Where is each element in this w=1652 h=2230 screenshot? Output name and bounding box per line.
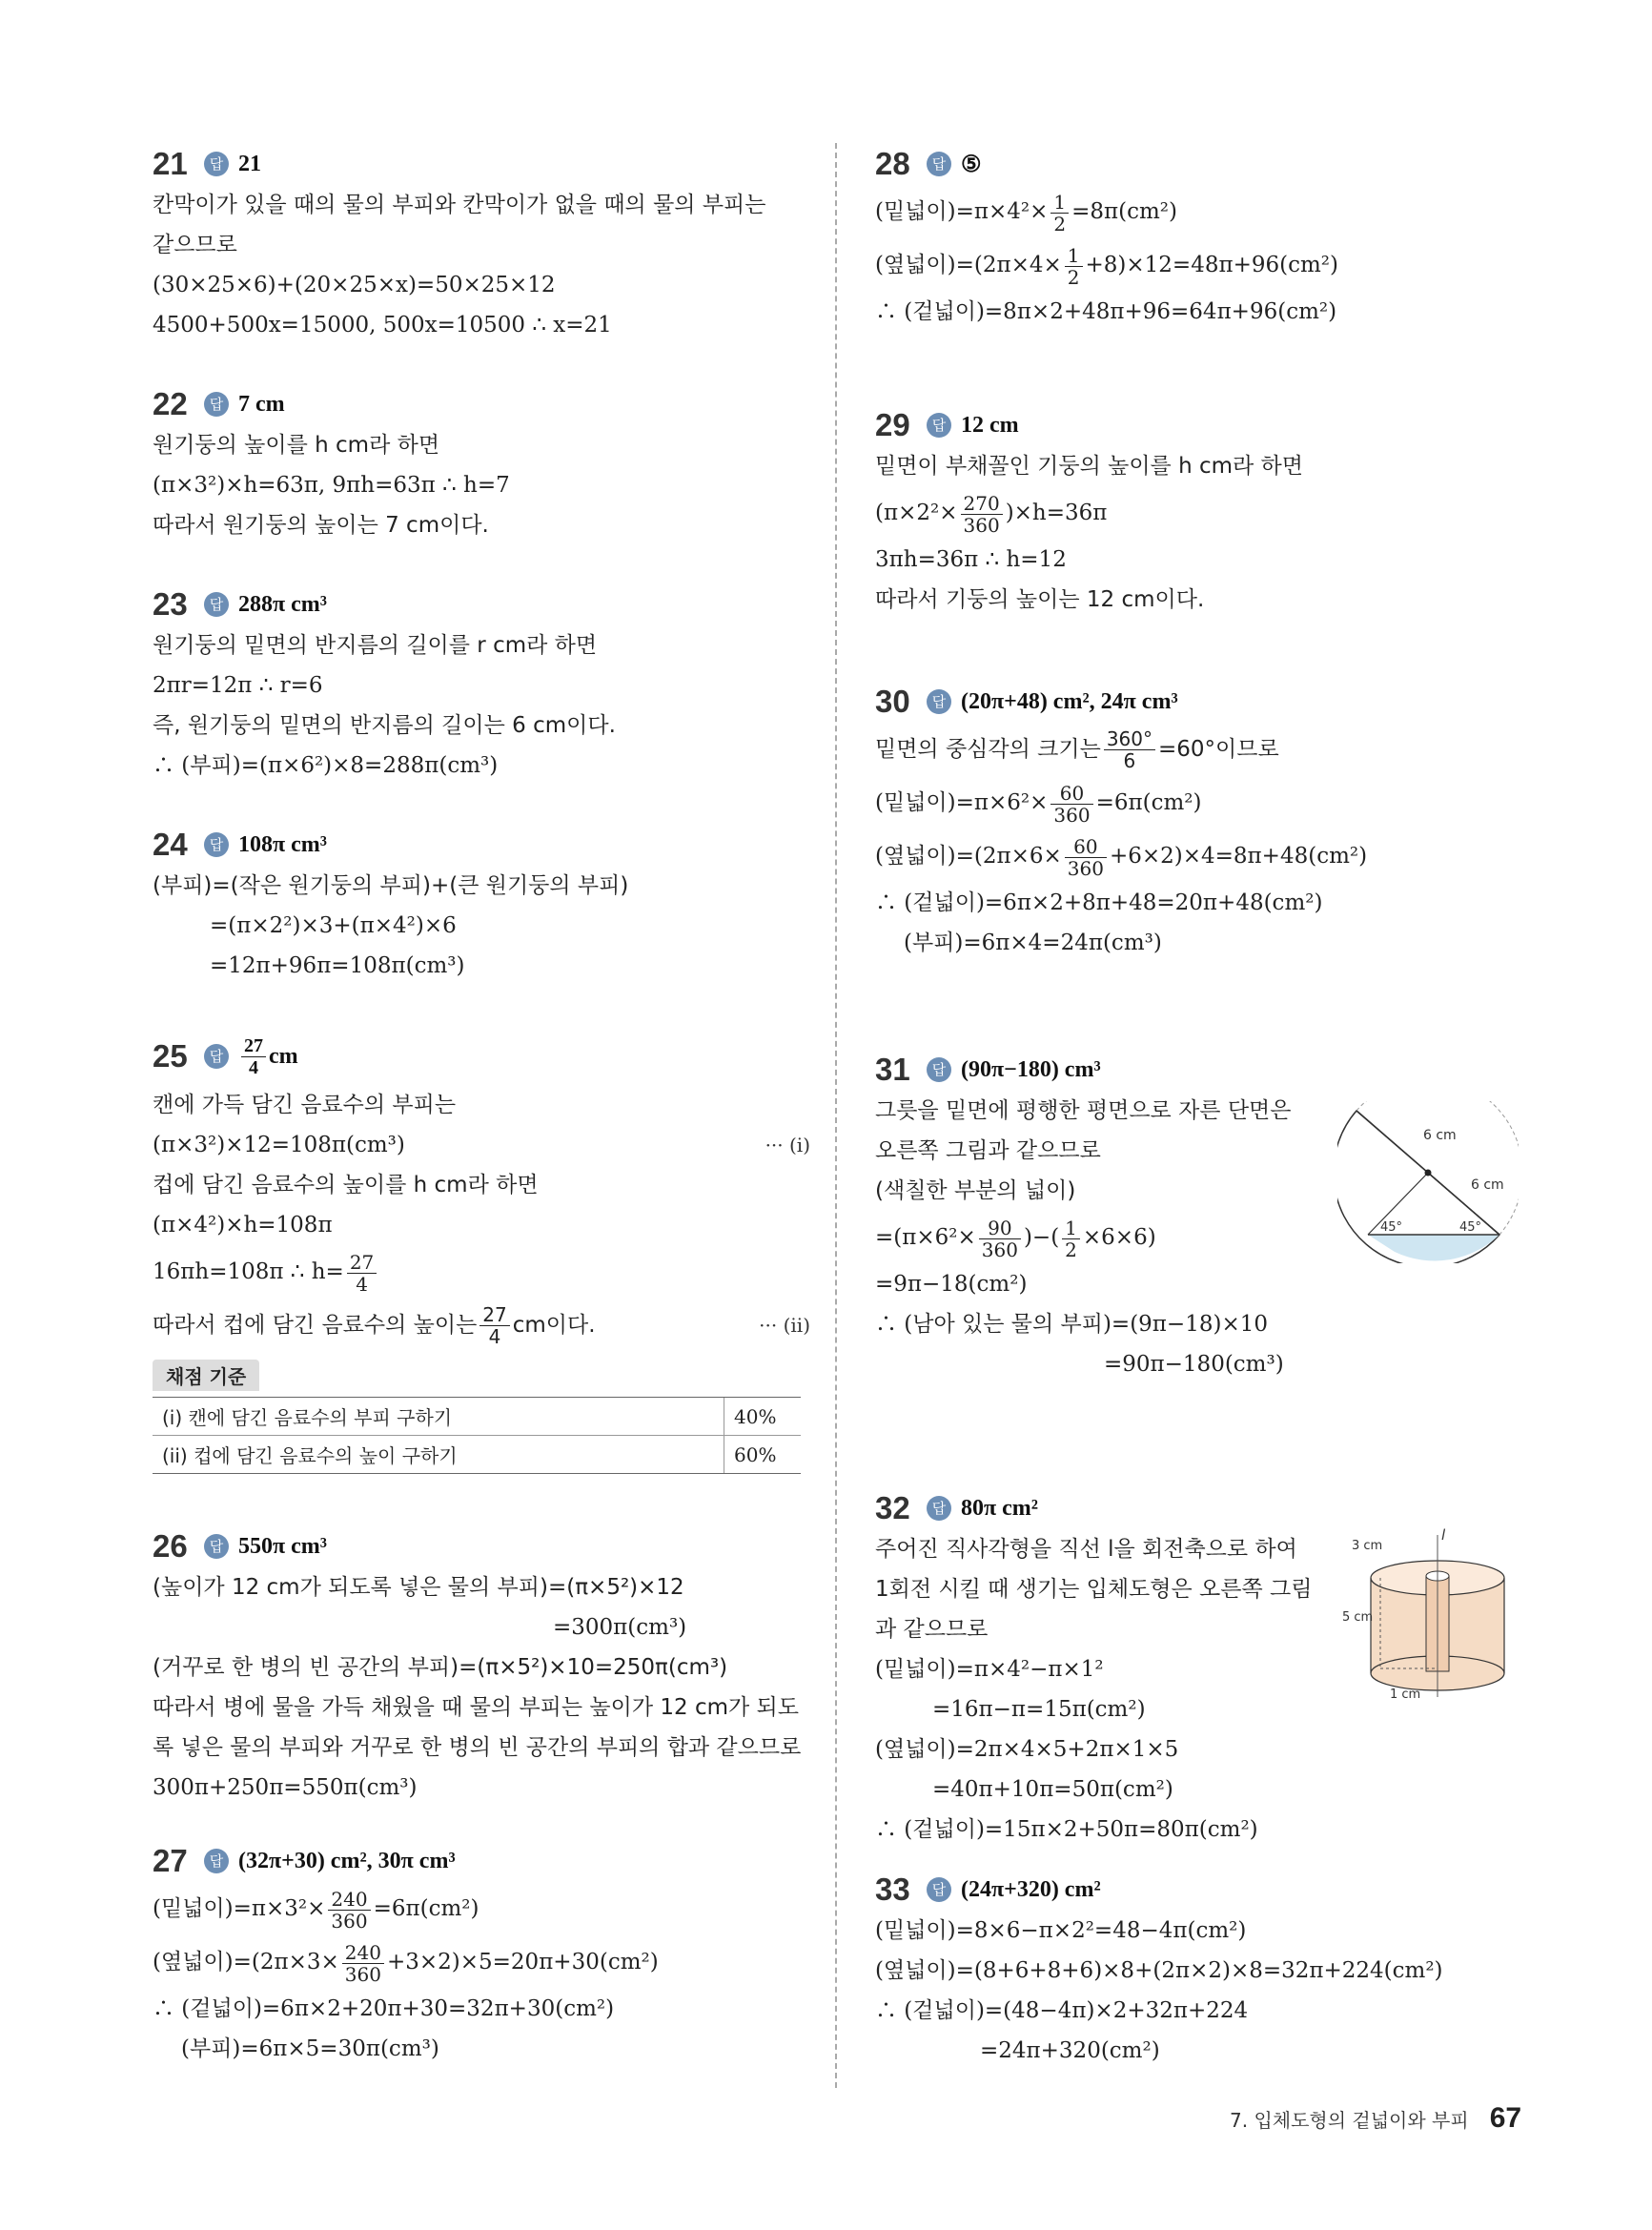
text: 따라서 컵에 담긴 음료수의 높이는 xyxy=(153,1313,478,1338)
angle-label: 45° xyxy=(1380,1220,1403,1235)
grading-criteria xyxy=(153,1360,810,1474)
answer-badge: 답 xyxy=(204,1849,229,1873)
numerator: 1 xyxy=(1050,192,1069,214)
solution-line xyxy=(875,829,1533,883)
numerator: 27 xyxy=(347,1252,377,1274)
equation: (밑넓이)=π×4²× xyxy=(875,199,1049,224)
solution-line: ∴ (부피)=(π×6²)×8=288π(cm³) xyxy=(153,753,499,778)
equation: )−( xyxy=(1023,1225,1060,1250)
denominator: 4 xyxy=(249,1056,258,1078)
solution-line: 따라서 원기둥의 높이는 7 cm이다. xyxy=(153,513,489,538)
solution-line: ∴ (겉넓이)=8π×2+48π+96=64π+96(cm²) xyxy=(875,299,1337,324)
dimension-label: 5 cm xyxy=(1342,1610,1374,1625)
page-number: 67 xyxy=(1489,2102,1522,2134)
problem-number: 31 xyxy=(875,1052,910,1087)
fraction xyxy=(1065,836,1107,879)
equation: (옆넓이)=(2π×3× xyxy=(153,1950,339,1974)
answer: (90π−180) cm³ xyxy=(961,1056,1101,1082)
numerator: 240 xyxy=(342,1942,384,1964)
fraction xyxy=(1104,728,1155,771)
problem-24 xyxy=(153,824,810,986)
solution-line: (30×25×6)+(20×25×x)=50×25×12 xyxy=(153,273,556,297)
answer-badge: 답 xyxy=(204,392,229,417)
fraction xyxy=(328,1889,370,1932)
text: 밑면의 중심각의 크기는 xyxy=(875,737,1101,762)
denominator: 360 xyxy=(1053,803,1091,827)
solution-line: ∴ (겉넓이)=6π×2+20π+30=32π+30(cm²) xyxy=(153,1996,615,2021)
problem-number: 27 xyxy=(153,1843,188,1878)
page-footer xyxy=(1230,2102,1521,2135)
semicircle-figure xyxy=(1337,1101,1519,1263)
answer-badge: 답 xyxy=(927,152,951,176)
fraction xyxy=(979,1217,1021,1260)
fraction xyxy=(961,493,1003,536)
denominator: 360 xyxy=(1067,856,1104,880)
equation: =8π(cm²) xyxy=(1071,199,1178,224)
answer: (24π+320) cm² xyxy=(961,1876,1101,1902)
solution-line: 1회전 시킬 때 생기는 입체도형은 오른쪽 그림 xyxy=(875,1577,1313,1602)
table-row xyxy=(153,1398,801,1436)
equation: (밑넓이)=π×3²× xyxy=(153,1896,326,1921)
solution-line: 컵에 담긴 음료수의 높이를 h cm라 하면 xyxy=(153,1173,539,1197)
answer: ⑤ xyxy=(961,152,982,177)
problem-25 xyxy=(153,1028,810,1474)
denominator: 6 xyxy=(1123,749,1136,772)
solution-line: 오른쪽 그림과 같으므로 xyxy=(875,1138,1101,1163)
answer: 550π cm³ xyxy=(238,1533,327,1559)
equation: =6π(cm²) xyxy=(1095,790,1202,815)
solution-line: (부피)=(작은 원기둥의 부피)+(큰 원기둥의 부피) xyxy=(153,873,629,898)
denominator: 2 xyxy=(1067,265,1080,289)
solution-line: 같으므로 xyxy=(153,233,237,257)
axis-label: l xyxy=(1441,1526,1446,1544)
solution-line: (π×3²)×h=63π, 9πh=63π ∴ h=7 xyxy=(153,473,510,498)
problem-32 xyxy=(875,1487,1533,1850)
solution-line xyxy=(153,1245,810,1299)
problem-number: 33 xyxy=(875,1872,910,1907)
numerator: 360° xyxy=(1104,728,1155,750)
problem-number: 29 xyxy=(875,407,910,442)
solution-line: (옆넓이)=(8+6+8+6)×8+(2π×2)×8=32π+224(cm²) xyxy=(875,1958,1443,1983)
denominator: 360 xyxy=(331,1909,368,1933)
solution-line: 300π+250π=550π(cm³) xyxy=(153,1775,418,1800)
solution-line: =9π−18(cm²) xyxy=(875,1272,1028,1297)
solution-line: 록 넣은 물의 부피와 거꾸로 한 병의 빈 공간의 부피의 합과 같으므로 xyxy=(153,1735,802,1760)
answer: 12 cm xyxy=(961,412,1019,438)
fraction xyxy=(1062,1217,1080,1260)
solution-line xyxy=(875,238,1533,292)
problem-29 xyxy=(875,404,1533,620)
dimension-label: 3 cm xyxy=(1352,1539,1383,1553)
numerator: 270 xyxy=(961,493,1003,515)
solution-line: (밑넓이)=8×6−π×2²=48−4π(cm²) xyxy=(875,1918,1247,1943)
answer-unit: cm xyxy=(269,1043,298,1069)
solution-line: 주어진 직사각형을 직선 l을 회전축으로 하여 xyxy=(875,1537,1297,1562)
problem-number: 23 xyxy=(153,586,188,622)
solution-line xyxy=(153,1882,810,1935)
text: =60°이므로 xyxy=(1158,737,1279,762)
answer-badge: 답 xyxy=(204,1044,229,1069)
problem-23 xyxy=(153,583,810,786)
fraction xyxy=(342,1942,384,1985)
answer-fraction xyxy=(241,1035,266,1078)
solution-line xyxy=(875,185,1533,238)
solution-line: (π×4²)×h=108π xyxy=(153,1213,333,1238)
denominator: 360 xyxy=(344,1962,381,1986)
criteria-title: 채점 기준 xyxy=(153,1360,259,1391)
equation: )×h=36π xyxy=(1005,501,1108,525)
solution-line: 밑면이 부채꼴인 기둥의 높이를 h cm라 하면 xyxy=(875,454,1303,479)
solution-line: (부피)=6π×4=24π(cm³) xyxy=(904,931,1162,955)
numerator: 60 xyxy=(1050,783,1092,805)
answer: 108π cm³ xyxy=(238,831,327,857)
numerator: 27 xyxy=(241,1035,266,1057)
solution-line: 원기둥의 높이를 h cm라 하면 xyxy=(153,433,440,458)
column-divider xyxy=(835,143,837,2088)
problem-number: 30 xyxy=(875,684,910,719)
fraction xyxy=(1050,783,1092,826)
solution-line xyxy=(153,1299,810,1352)
solution-line: 칸막이가 있을 때의 물의 부피와 칸막이가 없을 때의 물의 부피는 xyxy=(153,193,766,217)
criteria-text: (i) 캔에 담긴 음료수의 부피 구하기 xyxy=(153,1398,724,1436)
answer-badge: 답 xyxy=(927,689,951,714)
solution-line: 캔에 가득 담긴 음료수의 부피는 xyxy=(153,1093,457,1117)
equation: ×6×6) xyxy=(1082,1225,1156,1250)
solution-line: ∴ (겉넓이)=6π×2+8π+48=20π+48(cm²) xyxy=(875,890,1323,915)
solution-line: 따라서 병에 물을 가득 채웠을 때 물의 부피는 높이가 12 cm가 되도 xyxy=(153,1695,799,1720)
solution-line: =12π+96π=108π(cm³) xyxy=(210,953,465,978)
solution-line: (밑넓이)=π×4²−π×1² xyxy=(875,1657,1104,1682)
step-marker: ··· (ii) xyxy=(759,1314,810,1337)
solution-line xyxy=(153,1935,810,1989)
equation: (옆넓이)=(2π×6× xyxy=(875,844,1062,869)
denominator: 2 xyxy=(1053,212,1067,235)
problem-22 xyxy=(153,383,810,545)
criteria-table xyxy=(153,1397,801,1474)
equation: +8)×12=48π+96(cm²) xyxy=(1085,253,1338,277)
step-marker: ··· (i) xyxy=(765,1134,810,1156)
fraction xyxy=(1050,192,1069,235)
chapter-title: 7. 입체도형의 겉넓이와 부피 xyxy=(1230,2109,1469,2132)
fraction xyxy=(479,1304,509,1347)
equation: (π×2²× xyxy=(875,501,958,525)
problem-28 xyxy=(875,143,1533,332)
answer-badge: 답 xyxy=(204,592,229,617)
answer: 7 cm xyxy=(238,391,285,417)
answer-badge: 답 xyxy=(927,1496,951,1521)
solution-line: 4500+500x=15000, 500x=10500 ∴ x=21 xyxy=(153,313,612,338)
fraction xyxy=(347,1252,377,1295)
criteria-percent: 60% xyxy=(724,1436,802,1474)
numerator: 240 xyxy=(328,1889,370,1911)
solution-line: (옆넓이)=2π×4×5+2π×1×5 xyxy=(875,1737,1179,1762)
problem-number: 32 xyxy=(875,1490,910,1525)
solution-line: 그릇을 밑면에 평행한 평면으로 자른 단면은 xyxy=(875,1098,1292,1123)
problem-30 xyxy=(875,681,1533,963)
solution-line: (부피)=6π×5=30π(cm³) xyxy=(181,2036,439,2061)
solution-line: =40π+10π=50π(cm²) xyxy=(932,1777,1173,1802)
problem-27 xyxy=(153,1840,810,2069)
fraction xyxy=(1065,245,1083,288)
answer-badge: 답 xyxy=(927,1877,951,1902)
center-point xyxy=(1425,1170,1432,1176)
equation: (π×3²)×12=108π(cm³) xyxy=(153,1133,405,1157)
answer: 80π cm² xyxy=(961,1495,1038,1521)
solution-line: (거꾸로 한 병의 빈 공간의 부피)=(π×5²)×10=250π(cm³) xyxy=(153,1655,728,1680)
answer: (32π+30) cm², 30π cm³ xyxy=(238,1848,456,1873)
equation: +6×2)×4=8π+48(cm²) xyxy=(1109,844,1368,869)
dimension-label: 1 cm xyxy=(1390,1688,1421,1702)
denominator: 4 xyxy=(488,1325,501,1348)
radius-label: 6 cm xyxy=(1471,1177,1504,1193)
problem-number: 24 xyxy=(153,827,188,862)
answer: 288π cm³ xyxy=(238,591,327,617)
answer-badge: 답 xyxy=(927,413,951,438)
answer-badge: 답 xyxy=(204,832,229,857)
equation: =6π(cm²) xyxy=(373,1896,479,1921)
problem-number: 22 xyxy=(153,386,188,421)
numerator: 90 xyxy=(979,1217,1021,1239)
equation: 16πh=108π ∴ h= xyxy=(153,1259,344,1284)
solution-line: 따라서 기둥의 높이는 12 cm이다. xyxy=(875,587,1205,612)
solution-line: 과 같으므로 xyxy=(875,1617,989,1642)
numerator: 27 xyxy=(479,1304,509,1326)
angle-label: 45° xyxy=(1459,1220,1482,1235)
solution-line: 원기둥의 밑면의 반지름의 길이를 r cm라 하면 xyxy=(153,633,598,658)
solution-line: ∴ (겉넓이)=(48−4π)×2+32π+224 xyxy=(875,1998,1249,2023)
problem-21 xyxy=(153,143,810,345)
cylinder-figure xyxy=(1342,1521,1533,1702)
denominator: 360 xyxy=(963,513,1000,537)
problem-26 xyxy=(153,1525,810,1808)
answer-badge: 답 xyxy=(204,1534,229,1559)
solution-line xyxy=(875,486,1533,540)
answer: (20π+48) cm², 24π cm³ xyxy=(961,688,1178,714)
denominator: 360 xyxy=(981,1238,1018,1261)
solution-line: =16π−π=15π(cm²) xyxy=(932,1697,1146,1722)
problem-number: 21 xyxy=(153,146,188,181)
solution-line xyxy=(875,776,1533,829)
solution-line: =300π(cm³) xyxy=(553,1615,687,1640)
solution-line xyxy=(875,723,1533,776)
solution-line: 3πh=36π ∴ h=12 xyxy=(875,547,1067,572)
solution-line: =24π+320(cm²) xyxy=(980,2038,1160,2063)
equation: =(π×6²× xyxy=(875,1225,976,1250)
problem-33 xyxy=(875,1869,1533,2071)
solution-line: (높이가 12 cm가 되도록 넣은 물의 부피)=(π×5²)×12 xyxy=(153,1575,684,1600)
equation: +3×2)×5=20π+30(cm²) xyxy=(386,1950,659,1974)
solution-line: ∴ (남아 있는 물의 부피)=(9π−18)×10 xyxy=(875,1312,1268,1337)
problem-number: 25 xyxy=(153,1038,188,1074)
radius-label: 6 cm xyxy=(1423,1128,1457,1143)
numerator: 1 xyxy=(1065,245,1083,267)
answer-badge: 답 xyxy=(204,152,229,176)
problem-number: 26 xyxy=(153,1528,188,1564)
answer-badge: 답 xyxy=(927,1057,951,1082)
problem-31 xyxy=(875,1049,1533,1384)
solution-line: =90π−180(cm³) xyxy=(1104,1352,1284,1377)
denominator: 2 xyxy=(1065,1238,1077,1261)
equation: (밑넓이)=π×6²× xyxy=(875,790,1049,815)
criteria-text: (ii) 컵에 담긴 음료수의 높이 구하기 xyxy=(153,1436,724,1474)
solution-line: 즉, 원기둥의 밑면의 반지름의 길이는 6 cm이다. xyxy=(153,713,616,738)
table-row xyxy=(153,1436,801,1474)
denominator: 4 xyxy=(356,1272,368,1296)
solution-line: =(π×2²)×3+(π×4²)×6 xyxy=(210,913,457,938)
solution-line: ∴ (겉넓이)=15π×2+50π=80π(cm²) xyxy=(875,1817,1258,1842)
criteria-percent: 40% xyxy=(724,1398,802,1436)
answer: 21 xyxy=(238,151,261,176)
numerator: 60 xyxy=(1065,836,1107,858)
solution-line: 2πr=12π ∴ r=6 xyxy=(153,673,323,698)
numerator: 1 xyxy=(1062,1217,1080,1239)
solution-line xyxy=(153,1125,810,1165)
solution-line: (색칠한 부분의 넓이) xyxy=(875,1178,1076,1203)
text: cm이다. xyxy=(512,1313,596,1338)
problem-number: 28 xyxy=(875,146,910,181)
equation: (옆넓이)=(2π×4× xyxy=(875,253,1062,277)
